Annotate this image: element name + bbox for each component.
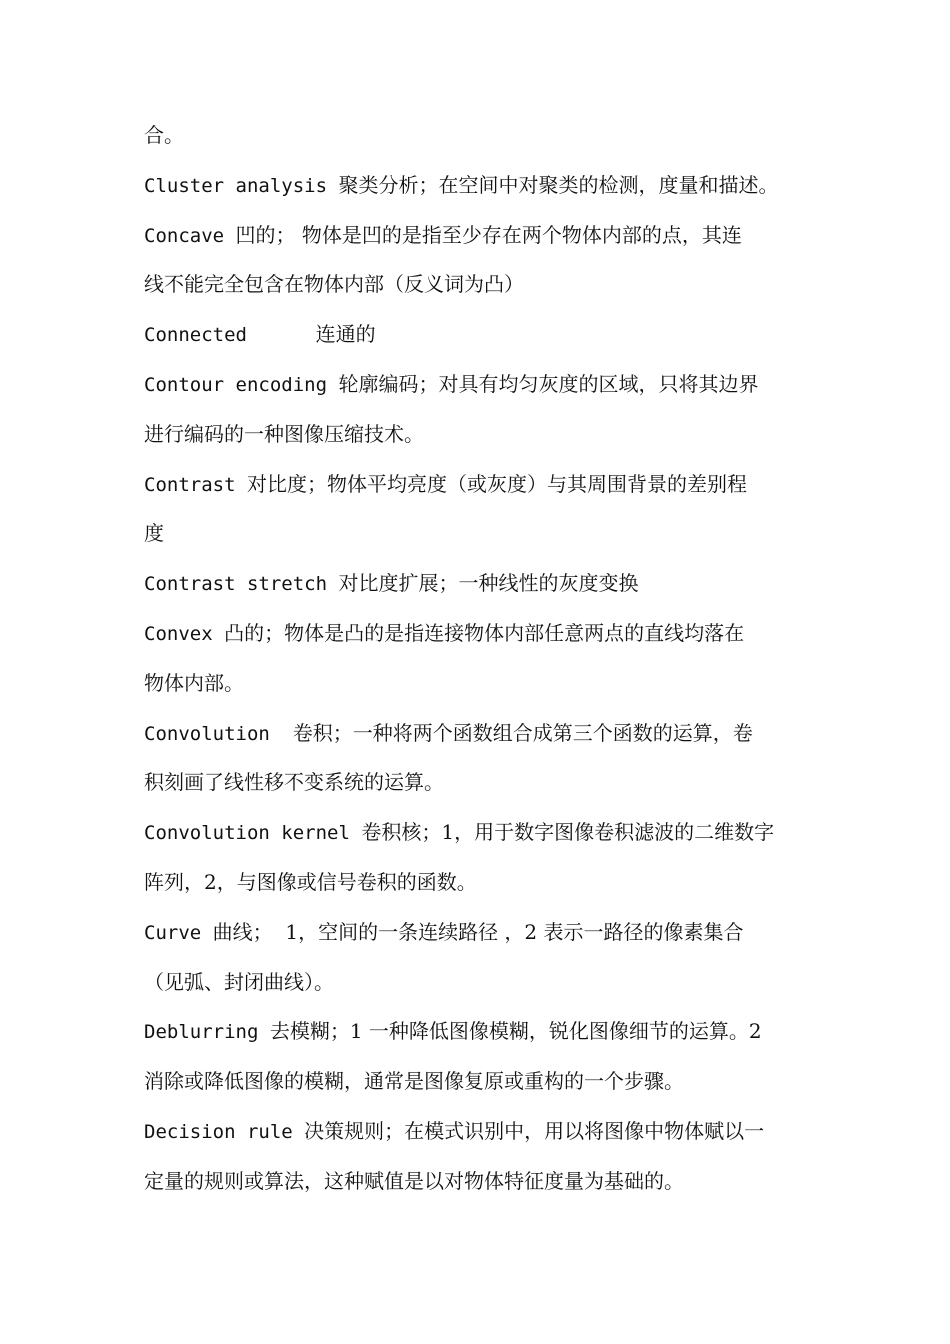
text-line-19 [144,1007,810,1057]
definition-text: 聚类分析；在空间中对聚类的检测，度量和描述。 [338,172,779,197]
glossary-term: Cluster analysis [144,174,339,197]
glossary-term: Convex [144,622,225,645]
glossary-term: Contrast [144,473,247,496]
text-line-22 [144,1157,810,1207]
definition-text: 定量的规则或算法，这种赋值是以对物体特征度量为基础的。 [144,1168,684,1193]
text-line-7 [144,410,810,460]
definition-text: 曲线； 1，空间的一条连续路径 ，2 表示一路径的像素集合 [212,919,744,944]
definition-text: 对比度；物体平均亮度（或灰度）与其周围背景的差别程 [246,471,747,496]
text-line-10 [144,559,810,609]
text-line-9 [144,509,810,559]
definition-text: 进行编码的一种图像压缩技术。 [144,421,424,446]
glossary-term: Decision rule [144,1120,305,1143]
glossary-term: Convolution [144,722,293,745]
definition-text: 连通的 [315,322,376,347]
definition-text: （见弧、封闭曲线）。 [144,969,334,994]
glossary-text [144,111,810,1207]
glossary-term: Contour encoding [144,373,339,396]
definition-text: 卷积核；1，用于数字图像卷积滤波的二维数字 [361,820,775,845]
glossary-term: Contrast stretch [144,573,339,596]
glossary-term: Convolution kernel [144,822,362,845]
definition-text: 物体内部。 [144,670,244,695]
text-line-14 [144,758,810,808]
definition-text: 去模糊；1 一种降低图像模糊，锐化图像细节的运算。2 [269,1019,762,1044]
definition-text: 轮廓编码；对具有均匀灰度的区域，只将其边界 [338,371,759,396]
text-line-3 [144,211,810,261]
definition-text: 决策规则；在模式识别中，用以将图像中物体赋以一 [304,1118,765,1143]
definition-text: 积刻画了线性移不变系统的运算。 [144,770,444,795]
text-line-16 [144,858,810,908]
glossary-term: Concave [144,224,236,247]
definition-text: 阵列，2，与图像或信号卷积的函数。 [144,869,477,894]
text-line-5 [144,310,810,360]
text-line-21 [144,1107,810,1157]
text-line-1 [144,111,810,161]
definition-text: 凸的；物体是凸的是指连接物体内部任意两点的直线均落在 [224,620,745,645]
text-line-8 [144,460,810,510]
text-line-2 [144,161,810,211]
glossary-term: Deblurring [144,1021,270,1044]
text-line-17 [144,908,810,958]
glossary-term: Connected [144,324,316,347]
text-line-4 [144,260,810,310]
text-line-12 [144,659,810,709]
text-line-6 [144,360,810,410]
glossary-term: Curve [144,921,213,944]
definition-text: 线不能完全包含在物体内部（反义词为凸） [144,272,524,297]
text-line-15 [144,808,810,858]
definition-text: 凹的； 物体是凹的是指至少存在两个物体内部的点，其连 [235,222,742,247]
definition-text: 度 [144,521,164,546]
text-line-18 [144,958,810,1008]
definition-text: 卷积；一种将两个函数组合成第三个函数的运算，卷 [292,720,753,745]
text-line-11 [144,609,810,659]
definition-text: 对比度扩展；一种线性的灰度变换 [338,571,639,596]
definition-text: 合。 [144,123,184,147]
text-line-13 [144,709,810,759]
text-line-20 [144,1057,810,1107]
definition-text: 消除或降低图像的模糊，通常是图像复原或重构的一个步骤。 [144,1069,684,1094]
